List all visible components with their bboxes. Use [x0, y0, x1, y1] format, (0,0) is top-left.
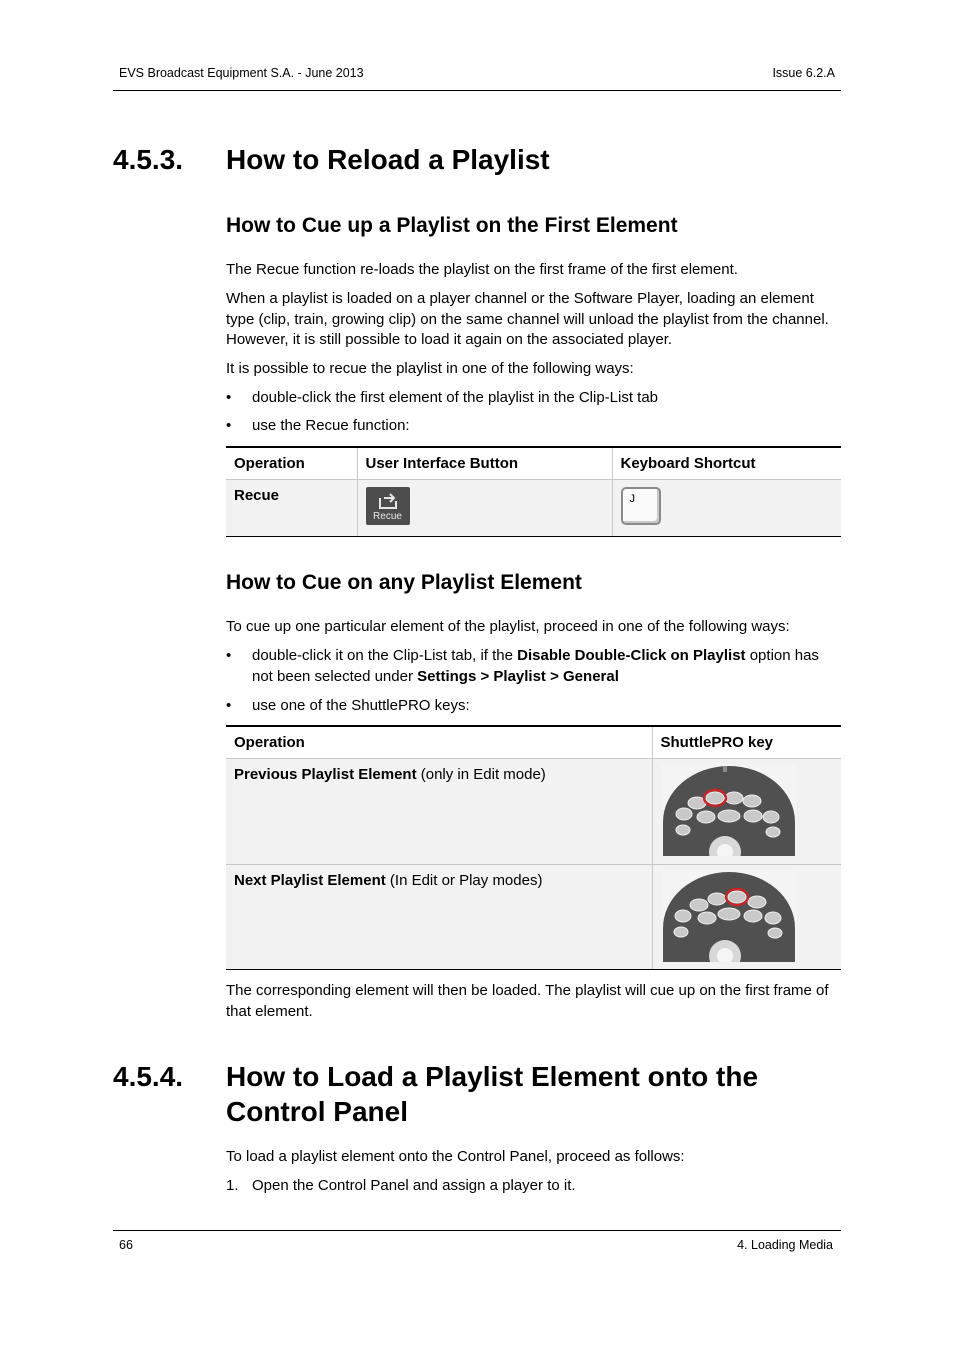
shuttlepro-next-key-image [661, 870, 797, 962]
page-number: 66 [119, 1238, 133, 1252]
key-j-image [621, 487, 661, 525]
step-number: 1. [226, 1177, 239, 1194]
recue-button-label: Recue [373, 511, 402, 522]
ui-button-cell [357, 480, 612, 537]
table-header-row [226, 447, 841, 480]
section-heading-454 [113, 1059, 841, 1131]
operation-cell: Previous Playlist Element (only in Edit mode) [226, 759, 652, 865]
shuttlepro-key-cell [652, 865, 841, 970]
footer-rule [113, 1230, 841, 1231]
section-title: How to Reload a Playlist [226, 144, 550, 175]
header-rule [113, 90, 841, 91]
table-row [226, 759, 841, 865]
operation-cell: Recue [226, 480, 357, 537]
column-header: User Interface Button [357, 447, 612, 480]
section-number: 4.5.4. [113, 1061, 184, 1092]
subsection-title-any-element: How to Cue on any Playlist Element [226, 571, 582, 594]
header-right: Issue 6.2.A [772, 66, 835, 80]
column-header: ShuttlePRO key [652, 726, 841, 759]
column-header: Operation [226, 447, 357, 480]
setting-name: Disable Double-Click on Playlist [517, 647, 746, 664]
paragraph: When a playlist is loaded on a player channel or the Software Player, loading an element type (clip, train, growing clip) on the same channel will unload the playlist from the channel. However, it is still possible to load it again on the associated player. [226, 290, 829, 348]
chapter-name: 4. Loading Media [737, 1238, 833, 1252]
paragraph: The Recue function re-loads the playlist on the first frame of the first element. [226, 261, 738, 278]
shuttlepro-table [226, 725, 841, 970]
section-title: How to Load a Playlist Element onto the Control Panel [226, 1061, 759, 1127]
subsection-title-first-element: How to Cue up a Playlist on the First Element [226, 214, 678, 237]
header-left: EVS Broadcast Equipment S.A. - June 2013 [119, 66, 364, 80]
step-text: Open the Control Panel and assign a player to it. [252, 1177, 576, 1194]
settings-path: Settings > Playlist > General [417, 667, 619, 685]
paragraph: To cue up one particular element of the playlist, proceed in one of the following ways: [226, 618, 790, 635]
paragraph: To load a playlist element onto the Control Panel, proceed as follows: [226, 1148, 685, 1165]
table-header-row [226, 726, 841, 759]
recue-button-image [366, 487, 410, 525]
shuttlepro-previous-key-image [661, 764, 797, 856]
paragraph: The corresponding element will then be loaded. The playlist will cue up on the first frame of that element. [226, 982, 829, 1020]
shuttlepro-key-cell [652, 759, 841, 865]
column-header: Keyboard Shortcut [612, 447, 841, 480]
section-number: 4.5.3. [113, 144, 184, 175]
table-row [226, 865, 841, 970]
operation-cell: Next Playlist Element (In Edit or Play modes) [226, 865, 652, 970]
column-header: Operation [226, 726, 652, 759]
recue-table [226, 446, 841, 537]
paragraph: It is possible to recue the playlist in one of the following ways: [226, 360, 634, 377]
keyboard-shortcut-cell [612, 480, 841, 537]
table-row [226, 480, 841, 537]
section-heading-453 [113, 142, 841, 177]
key-label: J [629, 493, 635, 505]
